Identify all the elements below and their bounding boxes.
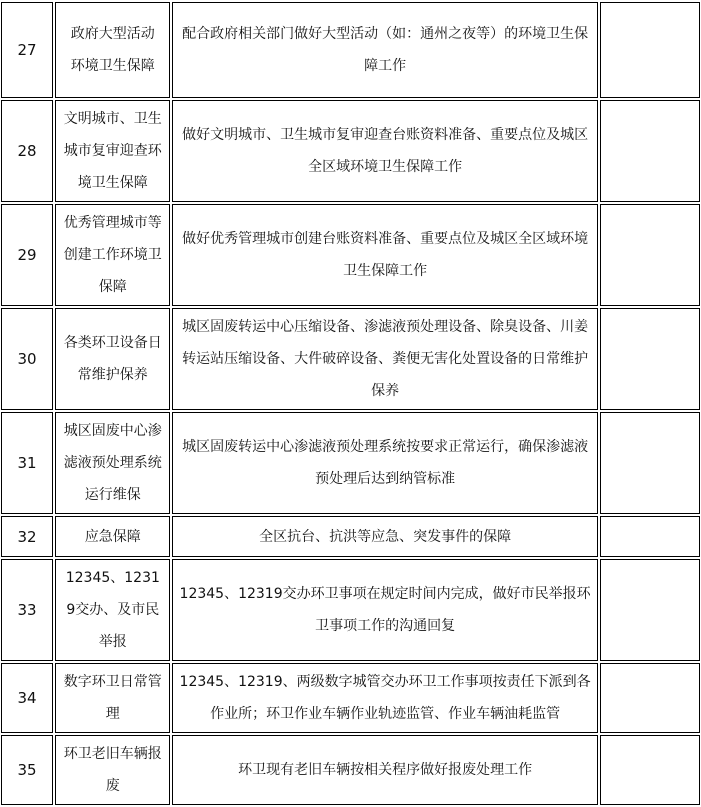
row-number: 28 — [1, 100, 53, 202]
task-item: 应急保障 — [55, 516, 170, 557]
task-description: 城区固废转运中心压缩设备、渗滤液预处理设备、除臭设备、川姜转运站压缩设备、大件破碎设备、粪便无害化处置设备的日常维护保养 — [172, 308, 597, 410]
task-note — [600, 735, 700, 805]
task-description: 全区抗台、抗洪等应急、突发事件的保障 — [172, 516, 597, 557]
task-note — [600, 2, 700, 98]
row-number: 32 — [1, 516, 53, 557]
table-row — [1, 735, 700, 805]
row-number: 34 — [1, 663, 53, 733]
task-description: 做好优秀管理城市创建台账资料准备、重要点位及城区全区域环境卫生保障工作 — [172, 204, 597, 306]
task-item: 文明城市、卫生城市复审迎查环境卫生保障 — [55, 100, 170, 202]
table-row — [1, 204, 700, 306]
task-description: 12345、12319、两级数字城管交办环卫工作事项按责任下派到各作业所；环卫作业车辆作业轨迹监管、作业车辆油耗监管 — [172, 663, 597, 733]
task-description: 做好文明城市、卫生城市复审迎查台账资料准备、重要点位及城区全区域环境卫生保障工作 — [172, 100, 597, 202]
task-note — [600, 308, 700, 410]
task-note — [600, 663, 700, 733]
task-item: 政府大型活动 环境卫生保障 — [55, 2, 170, 98]
task-item: 12345、12319交办、及市民举报 — [55, 559, 170, 661]
task-description: 环卫现有老旧车辆按相关程序做好报废处理工作 — [172, 735, 597, 805]
task-description: 12345、12319交办环卫事项在规定时间内完成，做好市民举报环卫事项工作的沟通回复 — [172, 559, 597, 661]
row-number: 33 — [1, 559, 53, 661]
task-description: 配合政府相关部门做好大型活动（如：通州之夜等）的环境卫生保障工作 — [172, 2, 597, 98]
table-row — [1, 2, 700, 98]
row-number: 27 — [1, 2, 53, 98]
row-number: 31 — [1, 412, 53, 514]
table-row — [1, 559, 700, 661]
row-number: 30 — [1, 308, 53, 410]
task-item: 各类环卫设备日常维护保养 — [55, 308, 170, 410]
row-number: 35 — [1, 735, 53, 805]
task-item: 优秀管理城市等创建工作环境卫保障 — [55, 204, 170, 306]
table-row — [1, 412, 700, 514]
task-note — [600, 412, 700, 514]
task-description: 城区固废转运中心渗滤液预处理系统按要求正常运行，确保渗滤液预处理后达到纳管标准 — [172, 412, 597, 514]
table-row — [1, 100, 700, 202]
task-note — [600, 516, 700, 557]
row-number: 29 — [1, 204, 53, 306]
table-row — [1, 663, 700, 733]
task-note — [600, 559, 700, 661]
task-item: 环卫老旧车辆报废 — [55, 735, 170, 805]
task-item: 城区固废中心渗滤液预处理系统运行维保 — [55, 412, 170, 514]
task-note — [600, 100, 700, 202]
task-note — [600, 204, 700, 306]
task-item: 数字环卫日常管理 — [55, 663, 170, 733]
table-row — [1, 308, 700, 410]
table-row — [1, 516, 700, 557]
